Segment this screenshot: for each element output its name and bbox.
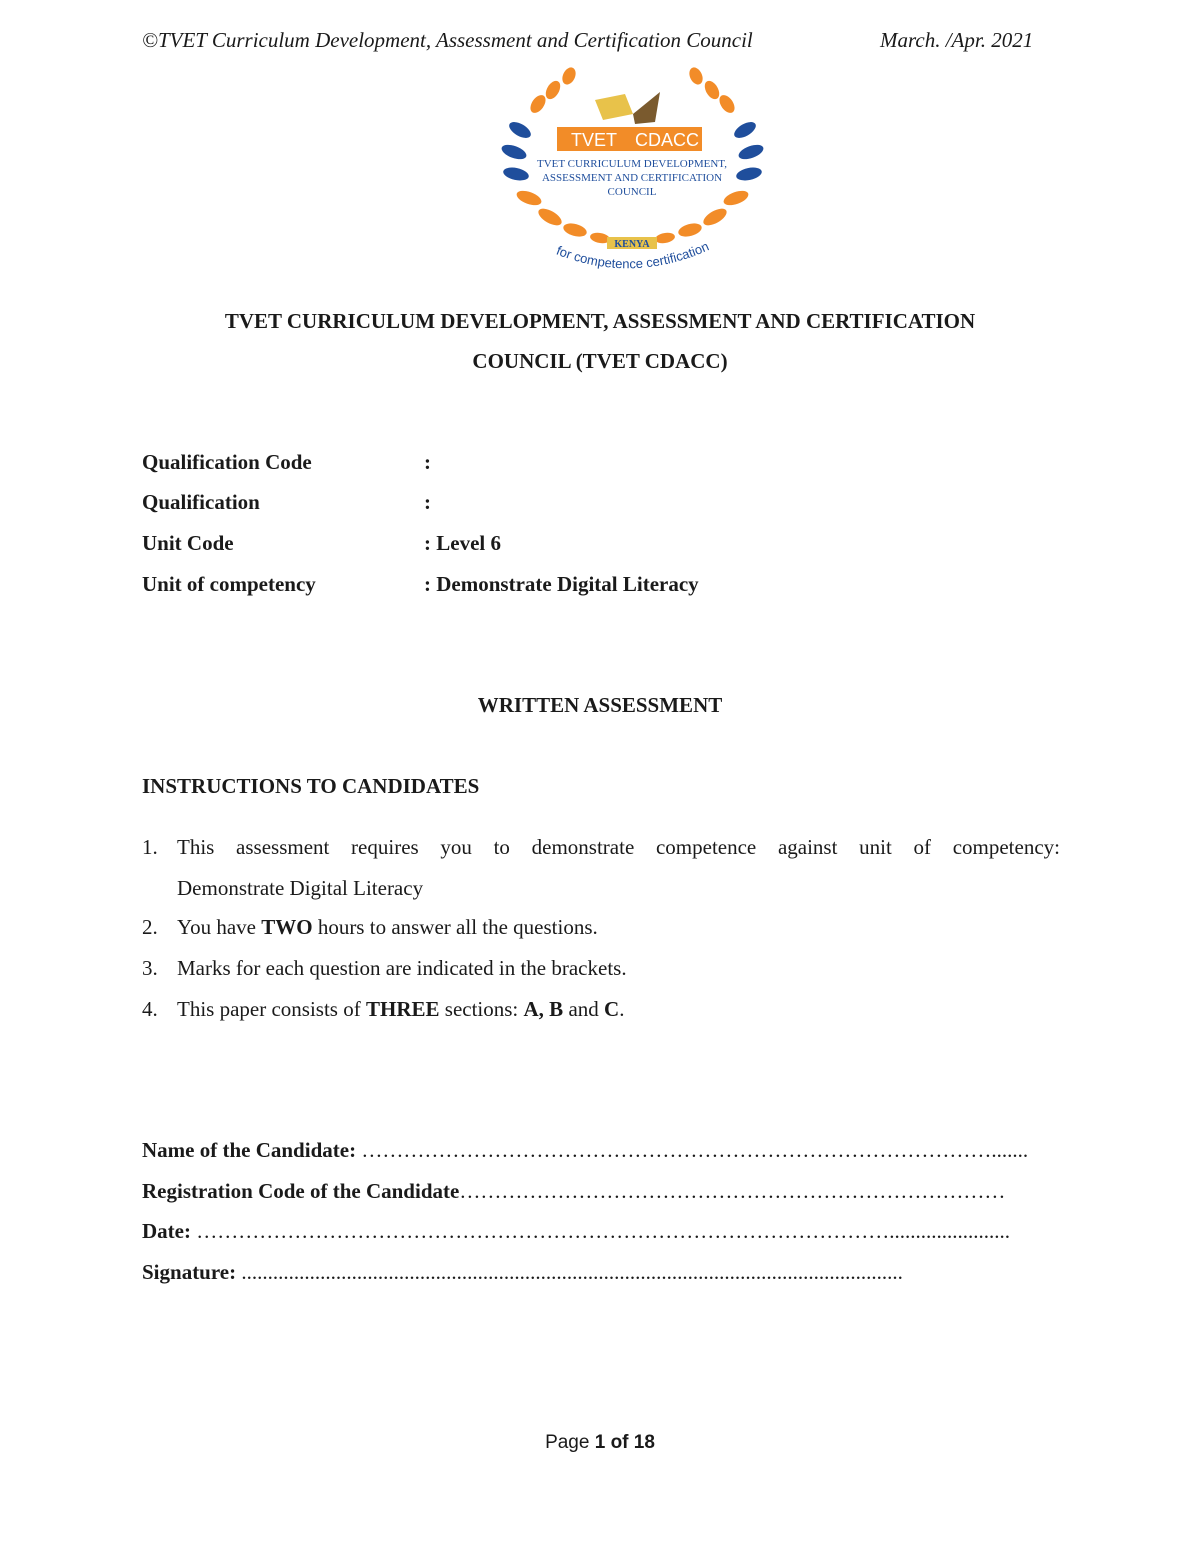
logo-brand-right: CDACC: [634, 130, 700, 150]
instruction-number: 1.: [142, 835, 158, 859]
field-label: Unit Code: [142, 531, 234, 555]
field-label: Qualification Code: [142, 450, 312, 474]
page-of-word: of: [610, 1432, 629, 1453]
instruction-text-bold: THREE: [365, 997, 440, 1021]
field-label: Qualification: [142, 490, 260, 514]
logo-line-1: TVET CURRICULUM DEVELOPMENT,: [537, 158, 727, 170]
candidate-date-dots: ……………………………………………………………………………………….......................: [190, 1219, 1010, 1243]
candidate-name-label: Name of the Candidate:: [142, 1138, 357, 1162]
instructions-title: INSTRUCTIONS TO CANDIDATES: [142, 774, 480, 798]
candidate-date-label: Date:: [142, 1219, 191, 1243]
logo-brand-left: TVET: [570, 130, 618, 150]
candidate-date-field[interactable]: [142, 1219, 1042, 1244]
instruction-text-bold: C: [604, 997, 620, 1021]
instruction-number: 4.: [142, 997, 158, 1021]
instruction-text-line-2: Demonstrate Digital Literacy: [177, 876, 424, 900]
instruction-text-bold: A, B: [523, 997, 564, 1021]
instruction-text-bold: TWO: [261, 915, 313, 939]
book-emblem-icon: [595, 92, 660, 124]
instruction-item-4: [142, 989, 1060, 1030]
instruction-item-1: [142, 827, 1060, 909]
instruction-item-3: [142, 948, 1060, 989]
page-word: Page: [545, 1432, 590, 1453]
instruction-text-part: You have: [177, 915, 262, 939]
candidate-registration-dots: ……………………………………………………………………: [459, 1179, 1006, 1203]
assessment-title: WRITTEN ASSESSMENT: [477, 693, 723, 717]
field-value: :: [424, 450, 431, 474]
instruction-number: 2.: [142, 915, 158, 939]
instruction-text: Marks for each question are indicated in the brackets.: [177, 956, 627, 980]
field-value: : Demonstrate Digital Literacy: [424, 572, 699, 596]
logo-line-2: ASSESSMENT AND CERTIFICATION: [541, 172, 723, 184]
council-title-line-1: TVET CURRICULUM DEVELOPMENT, ASSESSMENT AND CERTIFICATION: [224, 309, 976, 333]
logo-country: KENYA: [614, 239, 650, 250]
instruction-text: [177, 907, 1060, 948]
instruction-text-part: and: [563, 997, 605, 1021]
page-current: 1: [594, 1432, 606, 1453]
field-value: : Level 6: [424, 531, 501, 555]
logo-motto: for competence certification: [554, 238, 712, 272]
candidate-signature-field[interactable]: [142, 1260, 1042, 1285]
tvet-cdacc-logo: [495, 62, 770, 282]
logo-line-3: COUNCIL: [607, 186, 657, 198]
candidate-signature-label: Signature:: [142, 1260, 237, 1284]
laurel-left-icon: [500, 65, 611, 244]
field-value: :: [424, 490, 431, 514]
instruction-text-part: hours to answer all the questions.: [312, 915, 598, 939]
page-total: 18: [633, 1432, 655, 1453]
instruction-item-2: [142, 907, 1060, 948]
page-number: [0, 1432, 1200, 1454]
candidate-registration-field[interactable]: [142, 1179, 1042, 1204]
council-title-line-2: COUNCIL (TVET CDACC): [472, 349, 728, 373]
instruction-text-part: sections:: [439, 997, 524, 1021]
header-date: March. /Apr. 2021: [880, 28, 1034, 52]
instruction-text-line-1: This assessment requires you to demonstrate competence against unit of competency:: [177, 835, 1060, 859]
instruction-text-part: This paper consists of: [177, 997, 366, 1021]
instruction-text: [177, 989, 1060, 1030]
candidate-name-dots: ……………………………………………………………………………….......: [356, 1138, 1029, 1162]
instruction-text: [177, 827, 1060, 909]
laurel-right-icon: [654, 65, 765, 244]
field-label: Unit of competency: [142, 572, 316, 596]
instruction-text-part: .: [619, 997, 625, 1021]
instruction-number: 3.: [142, 956, 158, 980]
candidate-name-field[interactable]: [142, 1138, 1042, 1163]
candidate-registration-label: Registration Code of the Candidate: [142, 1179, 460, 1203]
header-council-name: ©TVET Curriculum Development, Assessment and Certification Council: [142, 28, 753, 52]
candidate-signature-dots: ..............................................................................................................................: [236, 1260, 903, 1284]
